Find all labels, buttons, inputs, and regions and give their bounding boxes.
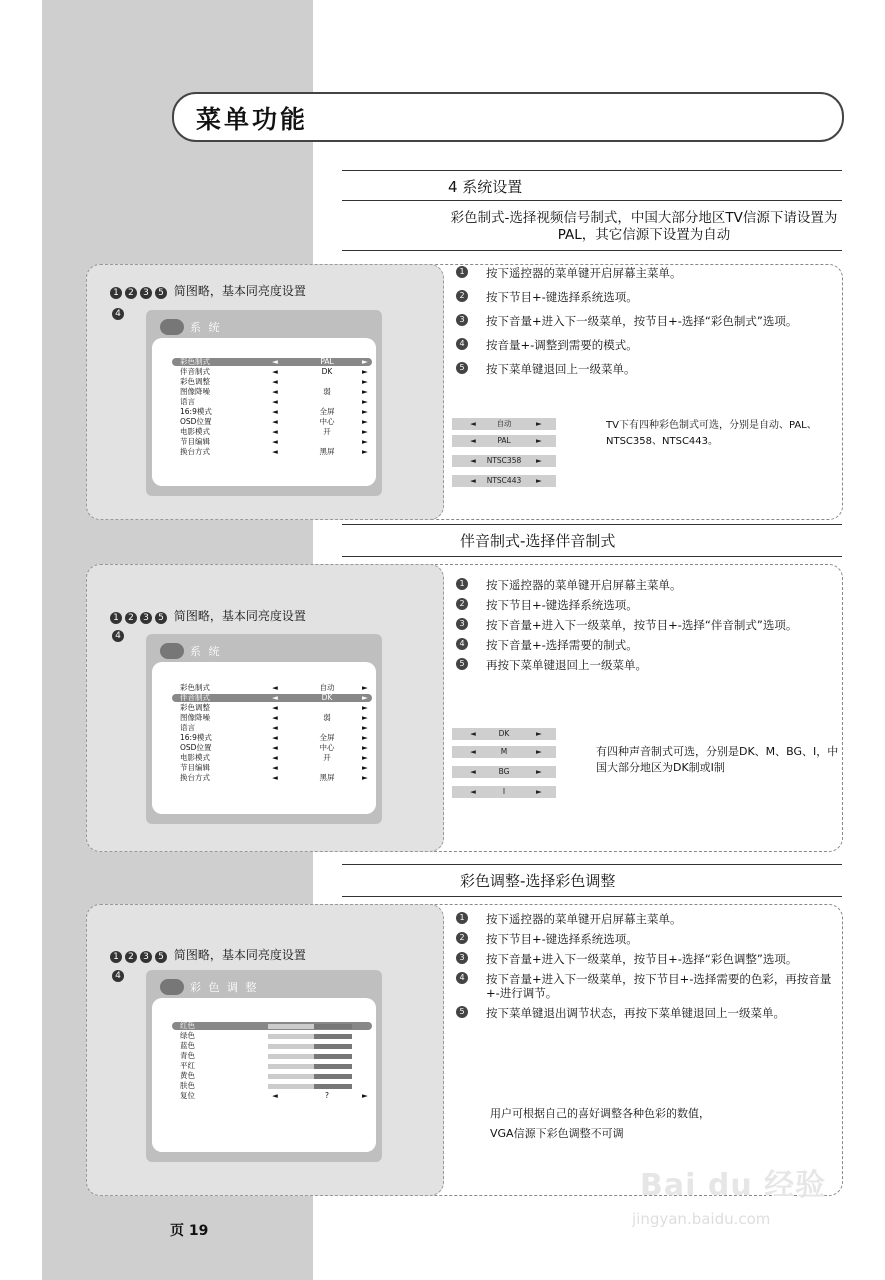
arrow-left-icon: ◄ <box>272 357 278 366</box>
color-row <box>172 1022 372 1030</box>
level-bar <box>268 1074 352 1079</box>
menu-row-value: 黑屏 <box>319 773 335 782</box>
menu-row-value: 弱 <box>323 713 331 722</box>
arrow-left-icon: ◄ <box>272 693 278 702</box>
menu-row <box>172 448 372 456</box>
menu-row <box>172 398 372 406</box>
section-heading: 伴音制式-选择伴音制式 <box>460 532 616 550</box>
menu-row-label: 16:9模式 <box>180 407 212 416</box>
title-banner <box>172 92 844 142</box>
menu-row-value: 黑屏 <box>319 447 335 456</box>
divider <box>342 250 842 251</box>
arrow-left-icon: ◄ <box>272 427 278 436</box>
color-row-label: 绿色 <box>180 1031 195 1040</box>
menu-row-label: 语言 <box>180 723 195 732</box>
menu-row-value: DK <box>321 693 333 702</box>
arrow-left-icon: ◄ <box>272 763 278 772</box>
menu-row <box>172 428 372 436</box>
divider <box>342 556 842 557</box>
option-pill: ◄ NTSC443 ► <box>452 475 556 487</box>
arrow-right-icon: ► <box>362 427 368 436</box>
menu-row <box>172 734 372 742</box>
tv-icon <box>160 643 184 659</box>
section-heading: 彩色调整-选择彩色调整 <box>460 872 616 890</box>
color-row <box>172 1042 372 1050</box>
menu-row-label: 图像降噪 <box>180 387 210 396</box>
color-row-label: 蓝色 <box>180 1041 195 1050</box>
arrow-right-icon: ► <box>362 367 368 376</box>
reset-row: 复位 ◄ ? ► <box>180 1091 368 1100</box>
brief-line: 1 2 3 5 简图略，基本同亮度设置 <box>110 282 306 299</box>
menu-row-value: 中心 <box>319 743 335 752</box>
arrow-left-icon: ◄ <box>272 743 278 752</box>
arrow-left-icon: ◄ <box>272 713 278 722</box>
menu-row-value: 弱 <box>323 387 331 396</box>
color-row <box>172 1082 372 1090</box>
system-menu-screen: 系 统 彩色制式 ◄ 自动 ► 伴音制式 ◄ DK ► 彩色调整 ◄ ► 图像降噪 ◄ 弱 ► 语言 ◄ ► 16:9模式 ◄ 全屏 ► OSD位置 ◄ 中心 ► 电影模式 ◄ 开 ► 节目编辑 ◄ ► 换台方式 ◄ 黑屏 ► <box>146 634 382 824</box>
menu-row-label: 彩色调整 <box>180 377 210 386</box>
arrow-right-icon: ► <box>362 407 368 416</box>
arrow-left-icon: ◄ <box>272 723 278 732</box>
divider <box>342 200 842 201</box>
page-number-tab <box>146 1218 230 1240</box>
level-bar <box>268 1084 352 1089</box>
step-number-badge: 4 <box>112 630 124 642</box>
option-pill: ◄ DK ► <box>452 728 556 740</box>
arrow-right-icon: ► <box>362 773 368 782</box>
arrow-left-icon: ◄ <box>272 417 278 426</box>
step-number-badge: 4 <box>112 308 124 320</box>
option-note: TV下有四种彩色制式可选，分别是自动、PAL、NTSC358、NTSC443。 <box>606 420 817 447</box>
arrow-left-icon: ◄ <box>272 387 278 396</box>
step-number-badge: 4 <box>112 970 124 982</box>
divider <box>342 170 842 171</box>
menu-row-label: 换台方式 <box>180 447 210 456</box>
color-row-label: 肤色 <box>180 1081 195 1090</box>
arrow-right-icon: ► <box>362 417 368 426</box>
menu-row-value: PAL <box>320 357 334 366</box>
menu-row <box>172 438 372 446</box>
menu-row <box>172 774 372 782</box>
menu-row-label: 节目编辑 <box>180 437 210 446</box>
menu-row <box>172 368 372 376</box>
menu-row <box>172 358 372 366</box>
color-row <box>172 1032 372 1040</box>
level-bar <box>268 1044 352 1049</box>
menu-row-label: 语言 <box>180 397 195 406</box>
menu-row <box>172 744 372 752</box>
arrow-left-icon: ◄ <box>272 733 278 742</box>
menu-row-label: 节目编辑 <box>180 763 210 772</box>
arrow-right-icon: ► <box>362 753 368 762</box>
menu-row <box>172 418 372 426</box>
menu-row <box>172 754 372 762</box>
menu-row-value: DK <box>321 367 333 376</box>
arrow-right-icon: ► <box>362 763 368 772</box>
arrow-right-icon: ► <box>362 683 368 692</box>
arrow-right-icon: ► <box>362 733 368 742</box>
steps-list: 1 按下遥控器的菜单键开启屏幕主菜单。 2 按下节目+-键选择系统选项。 3 按下音量+进入下一级菜单，按节目+-选择“伴音制式”选项。 4 按下音量+-选择需要的制式。 5 再按下菜单键退回上一级菜单。 <box>456 578 842 672</box>
arrow-left-icon: ◄ <box>272 773 278 782</box>
arrow-right-icon: ► <box>362 713 368 722</box>
divider <box>342 864 842 865</box>
menu-row-label: 换台方式 <box>180 773 210 782</box>
color-row <box>172 1052 372 1060</box>
menu-row-label: 彩色调整 <box>180 703 210 712</box>
menu-row <box>172 764 372 772</box>
arrow-right-icon: ► <box>362 377 368 386</box>
page-number: 页 19 <box>170 1223 209 1239</box>
menu-row-label: 图像降噪 <box>180 713 210 722</box>
menu-row-value: 开 <box>323 753 331 762</box>
menu-row-label: 伴音制式 <box>180 367 210 376</box>
section-heading: 4 系统设置 <box>448 178 523 196</box>
color-adjust-menu-screen: 彩 色 调 整 红色 绿色 蓝色 青色 平红 黄色 肤色 复位 ◄ ? ► <box>146 970 382 1162</box>
menu-row <box>172 724 372 732</box>
level-bar <box>268 1064 352 1069</box>
color-note: 用户可根据自己的喜好调整各种色彩的数值， VGA信源下彩色调整不可调 <box>490 1107 710 1140</box>
section-description: 彩色制式-选择视频信号制式，中国大部分地区TV信源下请设置为PAL，其它信源下设置为自动 <box>450 210 838 243</box>
menu-row <box>172 704 372 712</box>
color-row-label: 红色 <box>180 1021 195 1030</box>
arrow-left-icon: ◄ <box>272 703 278 712</box>
steps-list: 1 按下遥控器的菜单键开启屏幕主菜单。 2 按下节目+-键选择系统选项。 3 按下音量+进入下一级菜单，按节目+-选择“彩色制式”选项。 4 按音量+-调整到需要的模式。 5 按下菜单键退回上一级菜单。 <box>456 266 842 376</box>
menu-row-value: 中心 <box>319 417 335 426</box>
option-pill: ◄ PAL ► <box>452 435 556 447</box>
menu-row <box>172 714 372 722</box>
option-note: 有四种声音制式可选，分别是DK、M、BG、I，中国大部分地区为DK制或I制 <box>596 745 839 774</box>
color-row <box>172 1072 372 1080</box>
menu-row <box>172 408 372 416</box>
arrow-left-icon: ◄ <box>272 397 278 406</box>
brief-line: 1 2 3 5 简图略，基本同亮度设置 <box>110 607 306 624</box>
steps-list: 1 按下遥控器的菜单键开启屏幕主菜单。 2 按下节目+-键选择系统选项。 3 按下音量+进入下一级菜单，按节目+-选择“彩色调整”选项。 4 按下音量+进入下一级菜单，按下节目+-选择需要的色彩，再按音量+-进行调节。 5 按下菜单键退出调节状态，再按下菜单键退回上一级菜单。 <box>456 912 842 1020</box>
option-pill: ◄ NTSC358 ► <box>452 455 556 467</box>
menu-row-value: 全屏 <box>319 407 335 416</box>
arrow-right-icon: ► <box>362 743 368 752</box>
arrow-right-icon: ► <box>362 447 368 456</box>
arrow-left-icon: ◄ <box>272 437 278 446</box>
menu-row-value: 开 <box>323 427 331 436</box>
menu-row-label: 电影模式 <box>180 753 210 762</box>
option-pill: ◄ M ► <box>452 746 556 758</box>
arrow-left-icon: ◄ <box>272 447 278 456</box>
arrow-right-icon: ► <box>362 703 368 712</box>
arrow-left-icon: ◄ <box>272 683 278 692</box>
arrow-right-icon: ► <box>362 357 368 366</box>
menu-row-label: 伴音制式 <box>180 693 210 702</box>
menu-row-value: 全屏 <box>319 733 335 742</box>
menu-row <box>172 388 372 396</box>
system-menu-screen: 系 统 彩色制式 ◄ PAL ► 伴音制式 ◄ DK ► 彩色调整 ◄ ► 图像降噪 ◄ 弱 ► 语言 ◄ ► 16:9模式 ◄ 全屏 ► OSD位置 ◄ 中心 ► 电影模式 ◄ 开 ► 节目编辑 ◄ ► 换台方式 ◄ 黑屏 ► <box>146 310 382 496</box>
arrow-right-icon: ► <box>362 723 368 732</box>
menu-row-label: OSD位置 <box>180 743 212 752</box>
option-pill: ◄ BG ► <box>452 766 556 778</box>
menu-row-label: OSD位置 <box>180 417 212 426</box>
arrow-right-icon: ► <box>362 693 368 702</box>
level-bar <box>268 1024 352 1029</box>
arrow-right-icon: ► <box>362 387 368 396</box>
divider <box>342 896 842 897</box>
color-row <box>172 1062 372 1070</box>
tv-icon <box>160 979 184 995</box>
watermark-url: jingyan.baidu.com <box>632 1210 771 1228</box>
watermark-logo: Bai du 经验 <box>640 1168 827 1203</box>
color-row-label: 青色 <box>180 1051 195 1060</box>
color-row-label: 黄色 <box>180 1071 195 1080</box>
arrow-right-icon: ► <box>362 397 368 406</box>
menu-row-label: 16:9模式 <box>180 733 212 742</box>
arrow-left-icon: ◄ <box>272 753 278 762</box>
menu-row-label: 电影模式 <box>180 427 210 436</box>
brief-line: 1 2 3 5 简图略，基本同亮度设置 <box>110 946 306 963</box>
divider <box>342 524 842 525</box>
level-bar <box>268 1054 352 1059</box>
arrow-left-icon: ◄ <box>272 407 278 416</box>
menu-row <box>172 378 372 386</box>
menu-row-value: 自动 <box>319 683 335 692</box>
option-pill: ◄ I ► <box>452 786 556 798</box>
tv-icon <box>160 319 184 335</box>
menu-row-label: 彩色制式 <box>180 683 210 692</box>
menu-row <box>172 684 372 692</box>
arrow-right-icon: ► <box>362 437 368 446</box>
arrow-left-icon: ◄ <box>272 377 278 386</box>
menu-row-label: 彩色制式 <box>180 357 210 366</box>
level-bar <box>268 1034 352 1039</box>
option-pill: ◄ 自动 ► <box>452 418 556 430</box>
arrow-left-icon: ◄ <box>272 367 278 376</box>
page-title: 菜单功能 <box>196 105 309 134</box>
menu-row <box>172 694 372 702</box>
color-row-label: 平红 <box>180 1061 195 1070</box>
